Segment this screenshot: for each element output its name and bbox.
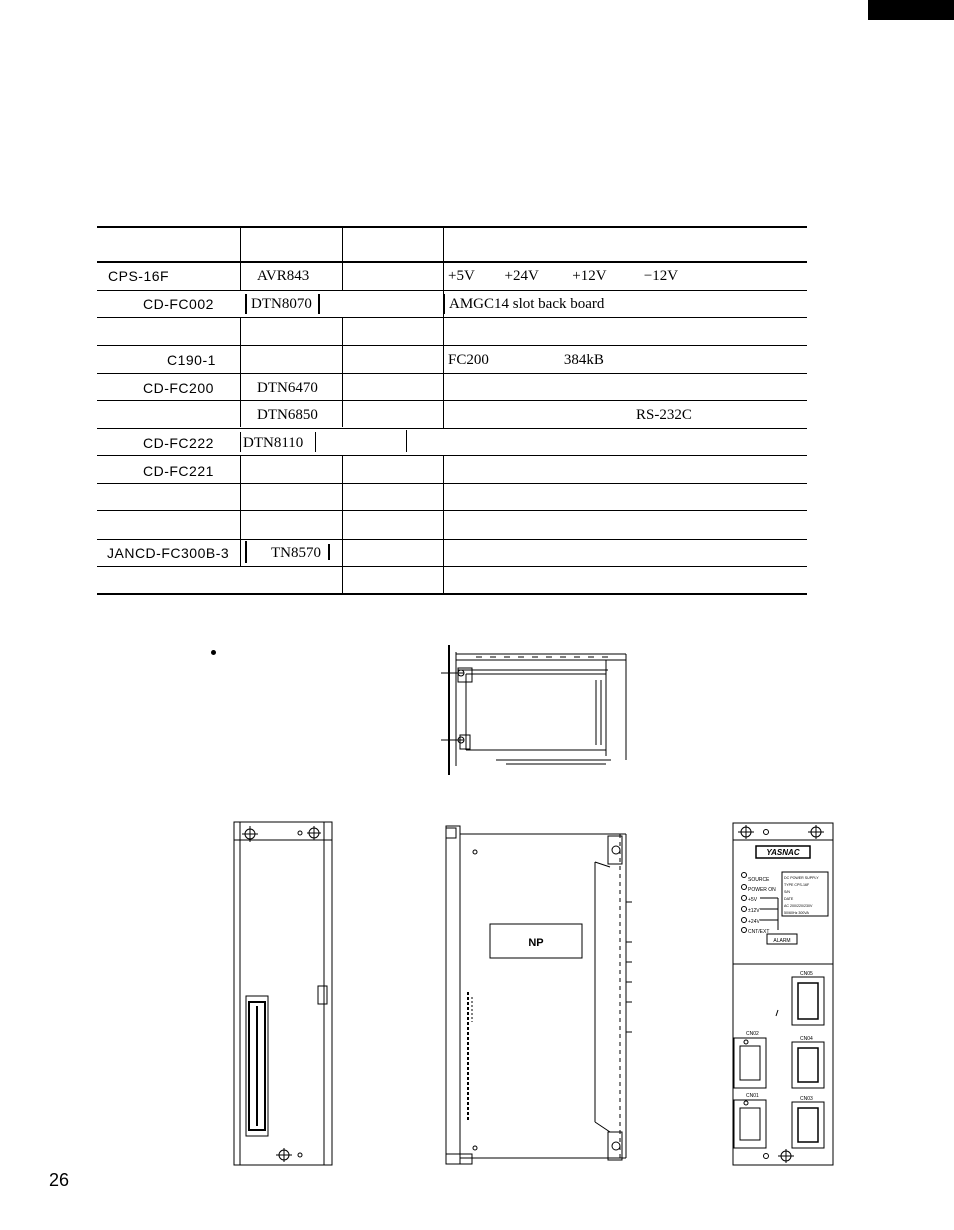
table-rule <box>97 261 807 263</box>
nameplate-text: S/N <box>784 890 790 894</box>
led-label: +24V <box>748 919 760 925</box>
table-rule <box>97 483 807 484</box>
table-rule <box>97 226 807 228</box>
col-divider <box>443 226 444 428</box>
module-np-label: NP <box>528 937 544 949</box>
table-rule <box>97 373 807 374</box>
table-rule <box>97 593 807 595</box>
nameplate-text: TYPE CPS-16F <box>784 883 810 887</box>
bullet-mark <box>211 650 216 655</box>
table-rule <box>97 290 807 291</box>
scan-mark <box>328 544 330 560</box>
table-cell-desc: RS-232C <box>636 407 692 423</box>
nameplate-text: DATE <box>784 897 794 901</box>
table-cell-dwg: AVR843 <box>257 268 310 284</box>
led-label: CNT/EXT <box>748 929 770 935</box>
alarm-label: ALARM <box>773 938 791 944</box>
nameplate-text: 50/60Hz 300VA <box>784 911 809 915</box>
col-divider <box>443 455 444 593</box>
corner-tab-mark <box>868 0 954 20</box>
module-side-drawing <box>440 822 632 1168</box>
table-rule <box>97 510 807 511</box>
table-cell-desc: AMGC14 slot back board <box>449 296 605 312</box>
table-rule <box>97 539 807 540</box>
spec-table <box>97 226 807 595</box>
table-rule <box>97 317 807 318</box>
led-label: ±12V <box>748 908 760 914</box>
table-cell-desc: FC200 384kB <box>448 352 604 368</box>
table-rule <box>97 455 807 456</box>
connector-label: CN01 <box>746 1093 759 1099</box>
table-cell-model: CD-FC222 <box>143 435 214 451</box>
table-cell-dwg: DTN6470 <box>257 380 318 396</box>
col-divider <box>342 317 343 427</box>
col-divider <box>342 226 343 290</box>
scan-mark <box>245 294 247 314</box>
table-cell-model: CD-FC221 <box>143 463 214 479</box>
table-cell-dwg: DTN6850 <box>257 407 318 423</box>
col-divider <box>240 226 241 290</box>
led-label: +5V <box>748 897 758 903</box>
table-rule <box>97 428 807 429</box>
table-rule <box>97 566 807 567</box>
table-cell-model: C190-1 <box>167 352 216 368</box>
table-cell-model: CD-FC200 <box>143 380 214 396</box>
col-divider <box>342 455 343 593</box>
table-cell-desc: +5V +24V +12V −12V <box>448 268 679 284</box>
scan-mark <box>240 432 241 452</box>
back-panel-drawing <box>230 818 336 1168</box>
led-label: SOURCE <box>748 877 770 883</box>
col-divider <box>240 455 241 566</box>
nameplate-text: DC POWER SUPPLY <box>784 876 819 880</box>
table-cell-model: CPS-16F <box>108 268 170 284</box>
connector-label: CN03 <box>800 1096 813 1102</box>
table-cell-dwg: DTN8110 <box>243 435 304 451</box>
page-number: 26 <box>49 1170 70 1190</box>
col-divider <box>240 317 241 427</box>
table-cell-dwg: DTN8070 <box>251 296 312 312</box>
table-cell-dwg: TN8570 <box>271 545 321 561</box>
table-rule <box>97 345 807 346</box>
connector-label: CN02 <box>746 1031 759 1037</box>
scan-mark <box>444 294 445 314</box>
scan-mark <box>315 432 316 452</box>
scan-mark <box>406 430 407 452</box>
nameplate-text: AC 200/220/230V <box>784 904 813 908</box>
rack-side-view-drawing <box>436 640 632 780</box>
table-rule <box>97 400 807 401</box>
scan-mark <box>318 294 320 314</box>
table-cell-model: JANCD-FC300B-3 <box>107 545 230 561</box>
led-label: POWER ON <box>748 887 776 893</box>
connector-label: CN05 <box>800 971 813 977</box>
connector-label: CN04 <box>800 1036 813 1042</box>
power-supply-panel-drawing <box>730 820 836 1168</box>
brand-logo-text: YASNAC <box>766 848 800 857</box>
table-cell-model: CD-FC002 <box>143 296 214 312</box>
scan-mark <box>245 541 247 563</box>
